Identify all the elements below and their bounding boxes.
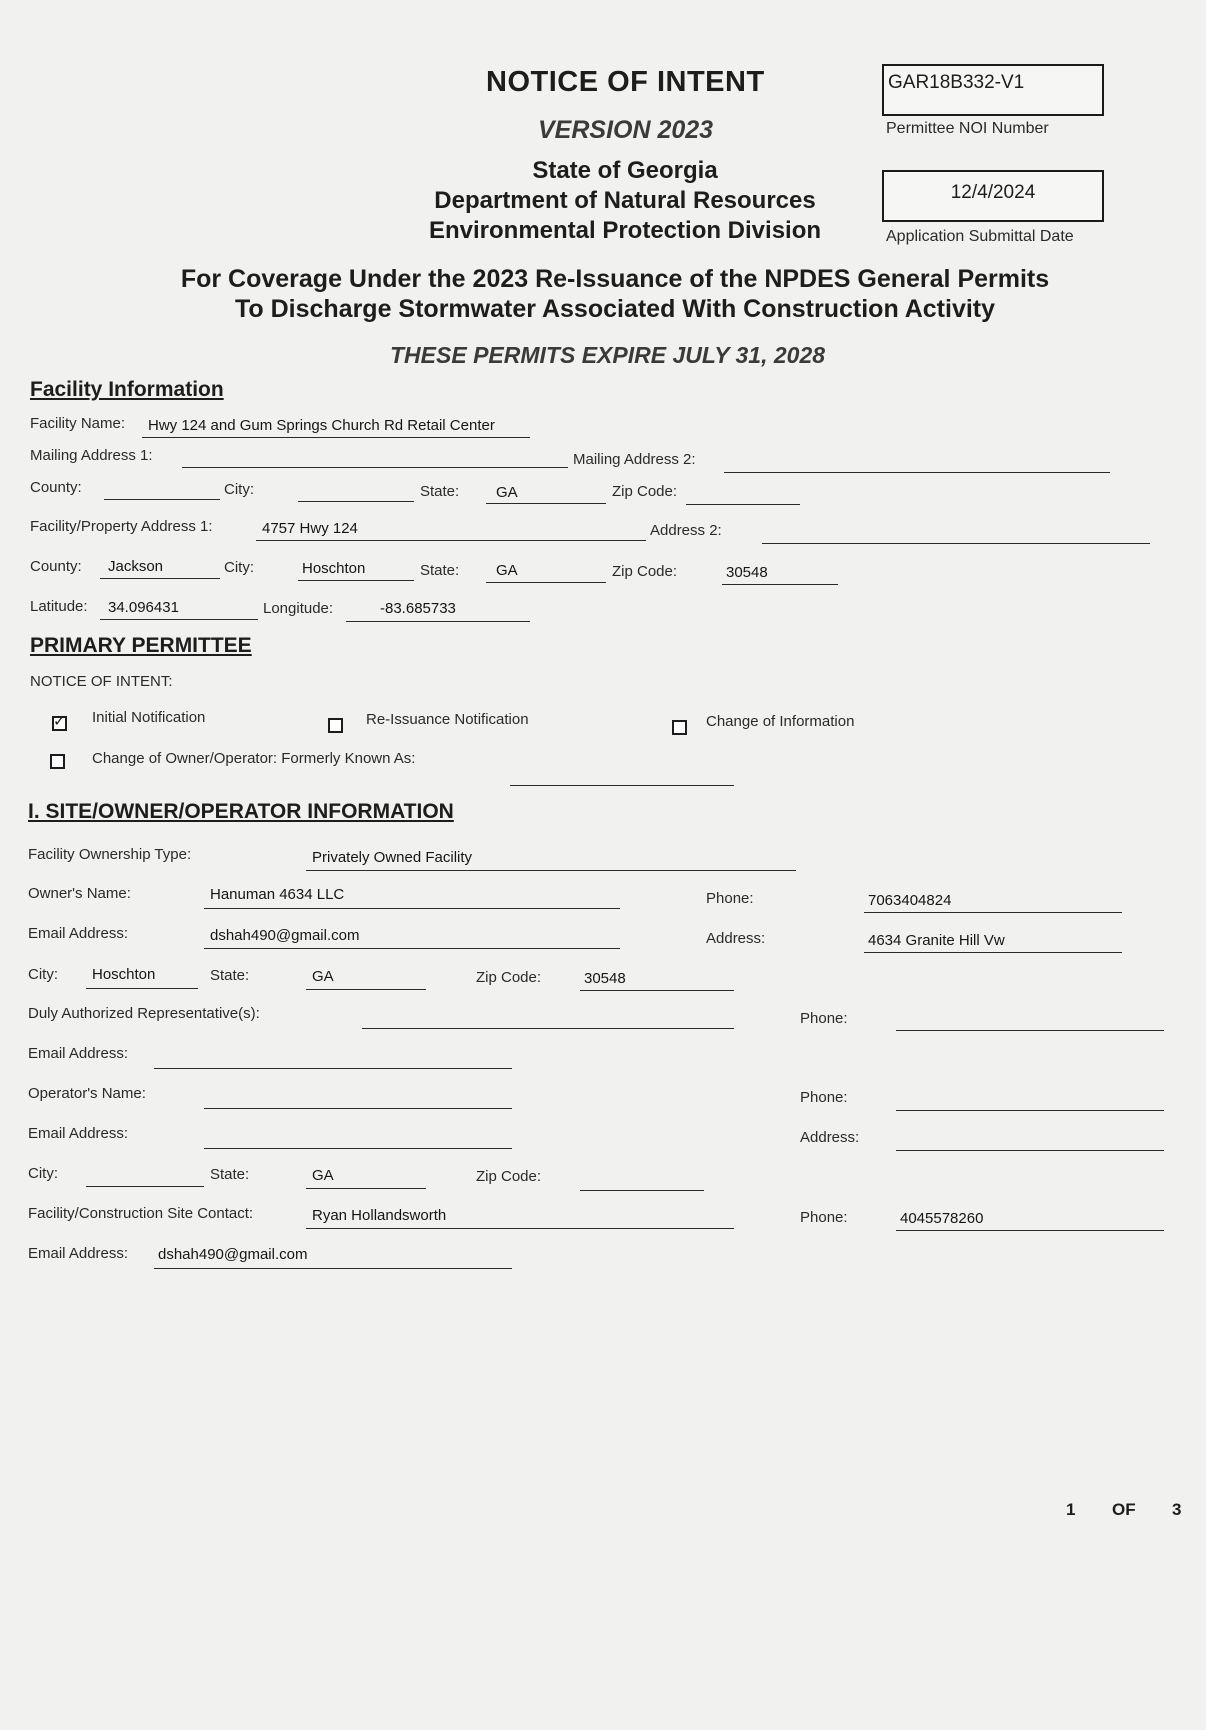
form-version: VERSION 2023 — [538, 116, 714, 144]
property-address-2-label: Address 2: — [650, 522, 722, 539]
operator-zip-field[interactable] — [580, 1190, 704, 1191]
site-contact-email-label: Email Address: — [28, 1245, 129, 1262]
owner-name-value[interactable]: Hanuman 4634 LLC — [210, 886, 345, 903]
authorized-rep-label: Duly Authorized Representative(s): — [28, 1005, 260, 1022]
change-of-owner-checkbox[interactable] — [50, 754, 65, 769]
change-of-information-checkbox[interactable] — [672, 720, 687, 735]
operator-phone-field[interactable] — [896, 1110, 1164, 1111]
property-state-line — [486, 582, 606, 583]
state-name: State of Georgia — [532, 157, 718, 184]
operator-address-field[interactable] — [896, 1150, 1164, 1151]
site-contact-email-value[interactable]: dshah490@gmail.com — [158, 1246, 308, 1263]
owner-state-label: State: — [210, 967, 250, 984]
division-name: Environmental Protection Division — [428, 217, 822, 244]
operator-name-label: Operator's Name: — [28, 1085, 146, 1102]
permittee-section-title: PRIMARY PERMITTEE — [30, 634, 252, 657]
latitude-label: Latitude: — [30, 598, 88, 615]
property-city-line — [298, 580, 414, 581]
operator-state-label: State: — [210, 1166, 250, 1183]
owner-phone-value[interactable]: 7063404824 — [868, 892, 952, 909]
ownership-type-label: Facility Ownership Type: — [28, 846, 192, 863]
noi-number: GAR18B332-V1 — [888, 72, 1025, 93]
property-county-line — [100, 578, 220, 579]
mailing-address-2-label: Mailing Address 2: — [573, 451, 696, 468]
operator-email-label: Email Address: — [28, 1125, 129, 1142]
owner-address-value[interactable]: 4634 Granite Hill Vw — [868, 932, 1005, 949]
mailing-address-2-field[interactable] — [724, 472, 1110, 473]
longitude-value[interactable]: -83.685733 — [380, 600, 456, 617]
owner-email-label: Email Address: — [28, 925, 129, 942]
property-address-1-label: Facility/Property Address 1: — [30, 518, 213, 535]
site-contact-label: Facility/Construction Site Contact: — [28, 1205, 254, 1222]
check-mark-icon: ✓ — [53, 713, 66, 730]
form-title: NOTICE OF INTENT — [486, 66, 765, 98]
coverage-line-2: To Discharge Stormwater Associated With Construction Activity — [234, 295, 996, 323]
property-address-1-value[interactable]: 4757 Hwy 124 — [262, 520, 358, 537]
submittal-date-label: Application Submittal Date — [886, 228, 1074, 245]
noi-number-label: Permittee NOI Number — [886, 120, 1049, 137]
owner-email-value[interactable]: dshah490@gmail.com — [210, 927, 360, 944]
owner-city-label: City: — [28, 966, 58, 983]
operator-state-line — [306, 1188, 426, 1189]
owner-city-value[interactable]: Hoschton — [92, 966, 156, 983]
facility-name-line — [142, 437, 530, 438]
mailing-address-1-field[interactable] — [182, 467, 568, 468]
property-state-value[interactable]: GA — [496, 562, 518, 579]
mail-state-label: State: — [420, 483, 460, 500]
site-section-title: I. SITE/OWNER/OPERATOR INFORMATION — [28, 800, 454, 823]
longitude-label: Longitude: — [263, 600, 334, 617]
operator-address-label: Address: — [800, 1129, 860, 1146]
property-zip-value[interactable]: 30548 — [726, 564, 768, 581]
formerly-known-as-field[interactable] — [510, 785, 734, 786]
site-contact-phone-line — [896, 1230, 1164, 1231]
noi-number-box — [882, 64, 1104, 116]
property-zip-label: Zip Code: — [612, 563, 678, 580]
site-contact-line — [306, 1228, 734, 1229]
mailing-address-1-label: Mailing Address 1: — [30, 447, 153, 464]
site-contact-phone-label: Phone: — [800, 1209, 848, 1226]
mail-city-label: City: — [224, 481, 254, 498]
property-city-value[interactable]: Hoschton — [302, 560, 366, 577]
authorized-rep-email-label: Email Address: — [28, 1045, 129, 1062]
mail-zip-field[interactable] — [686, 504, 800, 505]
facility-name-value[interactable]: Hwy 124 and Gum Springs Church Rd Retail Center — [148, 417, 495, 434]
operator-email-field[interactable] — [204, 1148, 512, 1149]
owner-state-line — [306, 989, 426, 990]
authorized-rep-email-field[interactable] — [154, 1068, 512, 1069]
longitude-line — [346, 621, 530, 622]
operator-name-field[interactable] — [204, 1108, 512, 1109]
owner-zip-label: Zip Code: — [476, 969, 542, 986]
owner-state-value[interactable]: GA — [312, 968, 334, 985]
mail-city-field[interactable] — [298, 501, 414, 502]
operator-city-field[interactable] — [86, 1186, 204, 1187]
property-address-2-field[interactable] — [762, 543, 1150, 544]
operator-state-value[interactable]: GA — [312, 1167, 334, 1184]
owner-address-line — [864, 952, 1122, 953]
facility-section-title: Facility Information — [30, 378, 224, 401]
authorized-rep-field[interactable] — [362, 1028, 734, 1029]
owner-phone-line — [864, 912, 1122, 913]
permit-expiry: THESE PERMITS EXPIRE JULY 31, 2028 — [390, 342, 826, 368]
reissuance-notification-checkbox[interactable] — [328, 718, 343, 733]
mail-state-line — [486, 503, 606, 504]
ownership-type-value[interactable]: Privately Owned Facility — [312, 849, 473, 866]
latitude-line — [100, 619, 258, 620]
initial-notification-checkbox[interactable] — [52, 713, 67, 731]
owner-name-line — [204, 908, 620, 909]
change-of-information-label: Change of Information — [706, 713, 855, 730]
property-address-1-line — [256, 540, 646, 541]
owner-zip-value[interactable]: 30548 — [584, 970, 626, 987]
site-contact-value[interactable]: Ryan Hollandsworth — [312, 1207, 447, 1224]
page-number: 1 — [1066, 1500, 1076, 1519]
submittal-date: 12/4/2024 — [950, 182, 1036, 203]
notice-of-intent-label: NOTICE OF INTENT: — [30, 673, 173, 690]
owner-zip-line — [580, 990, 734, 991]
site-contact-phone-value[interactable]: 4045578260 — [900, 1210, 984, 1227]
property-zip-line — [722, 584, 838, 585]
page-total: 3 — [1172, 1500, 1182, 1519]
mail-county-label: County: — [30, 479, 82, 496]
reissuance-notification-label: Re-Issuance Notification — [366, 711, 529, 728]
mail-state-value[interactable]: GA — [496, 484, 518, 501]
owner-phone-label: Phone: — [706, 890, 754, 907]
facility-name-label: Facility Name: — [30, 415, 126, 432]
submittal-date-box — [882, 170, 1104, 222]
initial-notification-label: Initial Notification — [92, 709, 206, 726]
change-of-owner-label: Change of Owner/Operator: Formerly Known As: — [92, 750, 416, 767]
owner-email-line — [204, 948, 620, 949]
owner-name-label: Owner's Name: — [28, 885, 131, 902]
ownership-type-line — [306, 870, 796, 871]
property-county-value[interactable]: Jackson — [108, 558, 164, 575]
latitude-value[interactable]: 34.096431 — [108, 599, 179, 616]
mail-county-field[interactable] — [104, 499, 220, 500]
property-county-label: County: — [30, 558, 82, 575]
department-name: Department of Natural Resources — [434, 187, 816, 214]
property-city-label: City: — [224, 559, 254, 576]
site-contact-email-line — [154, 1268, 512, 1269]
authorized-rep-phone-field[interactable] — [896, 1030, 1164, 1031]
operator-zip-label: Zip Code: — [476, 1168, 542, 1185]
coverage-line-1: For Coverage Under the 2023 Re-Issuance of the NPDES General Permits — [180, 265, 1050, 293]
mail-zip-label: Zip Code: — [612, 483, 678, 500]
authorized-rep-phone-label: Phone: — [800, 1010, 848, 1027]
owner-address-label: Address: — [706, 930, 766, 947]
property-state-label: State: — [420, 562, 460, 579]
operator-phone-label: Phone: — [800, 1089, 848, 1106]
owner-city-line — [86, 988, 198, 989]
operator-city-label: City: — [28, 1165, 58, 1182]
page-of: OF — [1112, 1500, 1136, 1519]
